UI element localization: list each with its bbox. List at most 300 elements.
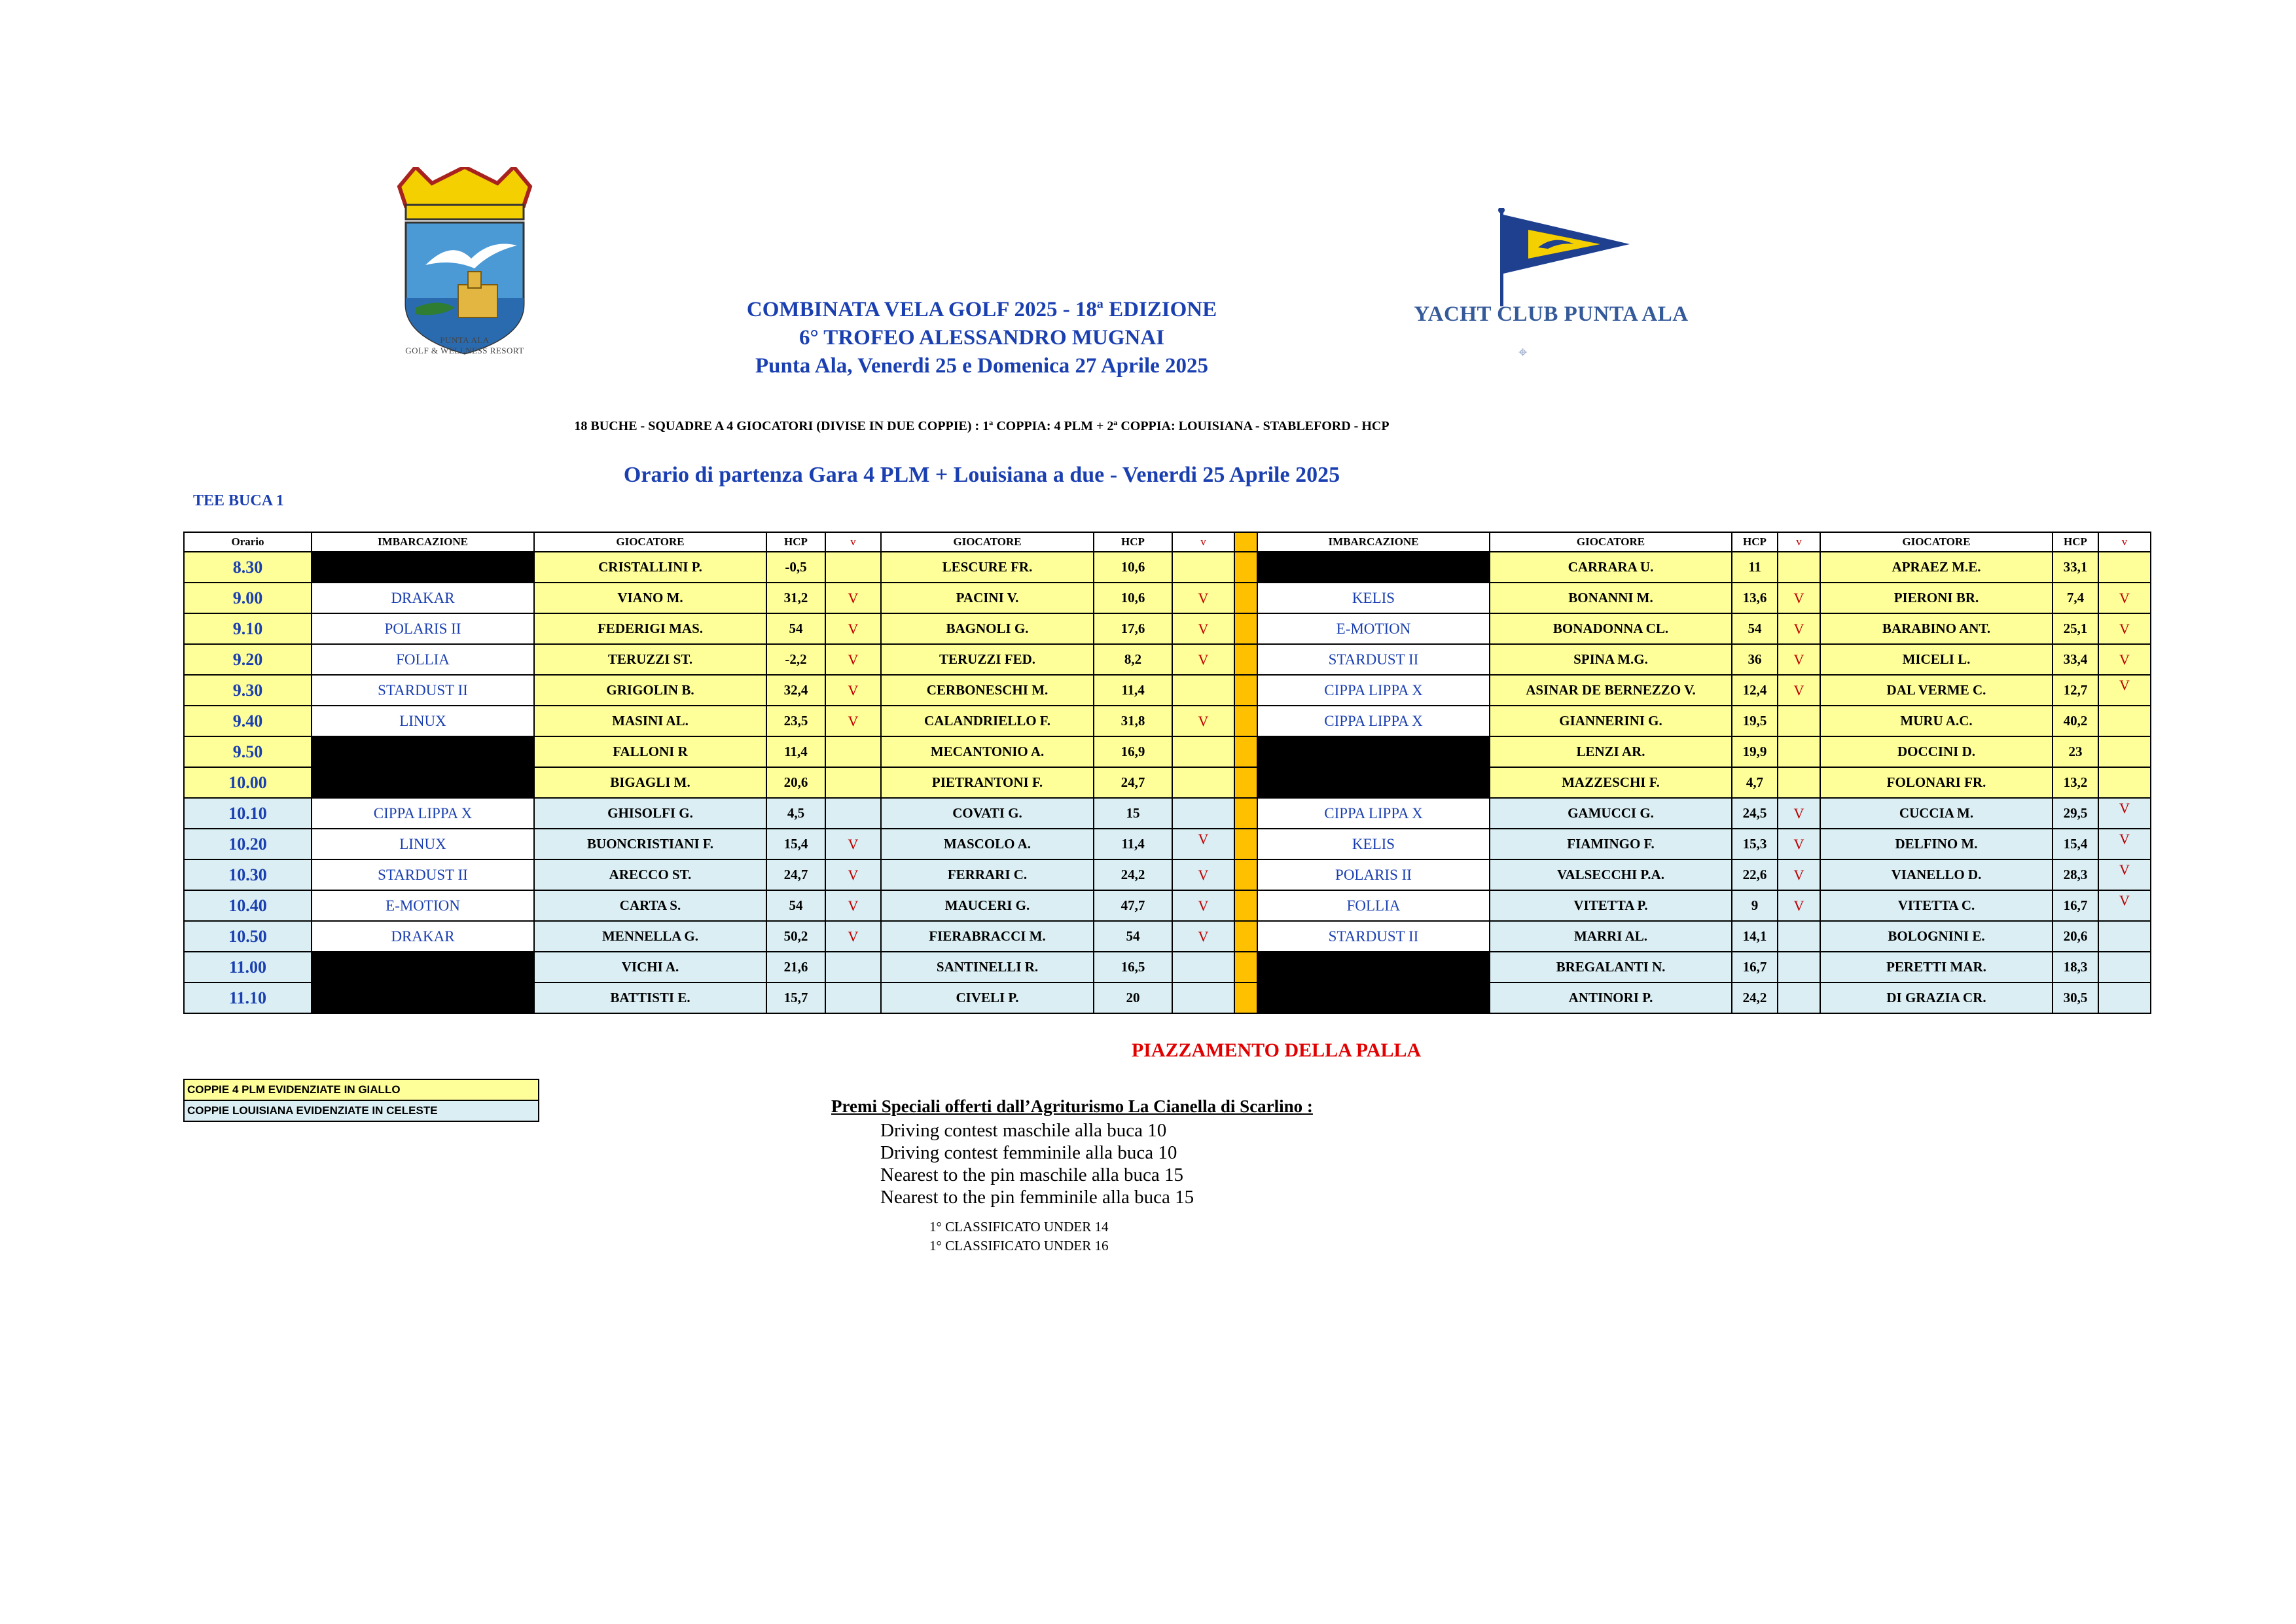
- separator: [1234, 859, 1257, 890]
- player-name: MAZZESCHI F.: [1490, 767, 1732, 798]
- separator: [1234, 767, 1257, 798]
- handicap: -0,5: [766, 552, 825, 583]
- player-name: VALSECCHI P.A.: [1490, 859, 1732, 890]
- v-mark: V: [1172, 644, 1234, 675]
- handicap: 20,6: [2053, 921, 2098, 952]
- v-mark: [2098, 736, 2151, 767]
- handicap: 32,4: [766, 675, 825, 706]
- separator: [1234, 829, 1257, 859]
- v-mark: [2098, 552, 2151, 583]
- handicap: 18,3: [2053, 952, 2098, 983]
- compass-rose-icon: ⌖: [1518, 344, 1528, 361]
- separator: [1234, 706, 1257, 736]
- table-row: [184, 767, 2151, 798]
- tee-time: 9.30: [184, 675, 312, 706]
- player-name: PERETTI MAR.: [1820, 952, 2053, 983]
- player-name: CUCCIA M.: [1820, 798, 2053, 829]
- handicap: 24,2: [1732, 983, 1778, 1013]
- handicap: 15,4: [766, 829, 825, 859]
- handicap: 30,5: [2053, 983, 2098, 1013]
- player-name: APRAEZ M.E.: [1820, 552, 2053, 583]
- v-mark: V: [2098, 829, 2151, 859]
- player-name: CIVELI P.: [881, 983, 1094, 1013]
- table-row: [184, 736, 2151, 767]
- boat-name: [312, 952, 534, 983]
- v-mark: [1172, 798, 1234, 829]
- v-mark: V: [1778, 613, 1820, 644]
- v-mark: [825, 767, 881, 798]
- special-prizes-list: [880, 1119, 1194, 1208]
- v-mark: V: [2098, 613, 2151, 644]
- v-mark: V: [2098, 798, 2151, 829]
- handicap: 10,6: [1094, 552, 1172, 583]
- player-name: FERRARI C.: [881, 859, 1094, 890]
- player-name: SPINA M.G.: [1490, 644, 1732, 675]
- under-prize-item: 1° CLASSIFICATO UNDER 14: [929, 1219, 1109, 1235]
- handicap: 12,7: [2053, 675, 2098, 706]
- handicap: 24,7: [766, 859, 825, 890]
- player-name: MARRI AL.: [1490, 921, 1732, 952]
- v-mark: [825, 952, 881, 983]
- player-name: BOLOGNINI E.: [1820, 921, 2053, 952]
- v-mark: V: [1778, 798, 1820, 829]
- player-name: FOLONARI FR.: [1820, 767, 2053, 798]
- logo-left-line1: PUNTA ALA: [440, 335, 490, 345]
- header-player: GIOCATORE: [534, 532, 766, 552]
- v-mark: [1172, 736, 1234, 767]
- handicap: 8,2: [1094, 644, 1172, 675]
- v-mark: V: [825, 829, 881, 859]
- yacht-club-flag-logo: [1489, 208, 1633, 306]
- handicap: 13,2: [2053, 767, 2098, 798]
- handicap: 25,1: [2053, 613, 2098, 644]
- special-prizes-title: Premi Speciali offerti dall’Agriturismo La Cianella di Scarlino :: [831, 1096, 1313, 1116]
- player-name: ARECCO ST.: [534, 859, 766, 890]
- header-hcp: HCP: [1732, 532, 1778, 552]
- table-row: [184, 613, 2151, 644]
- player-name: FALLONI R: [534, 736, 766, 767]
- prize-item: Driving contest femminile alla buca 10: [880, 1142, 1177, 1163]
- tee-time: 8.30: [184, 552, 312, 583]
- header-hcp: HCP: [766, 532, 825, 552]
- v-mark: [1778, 983, 1820, 1013]
- handicap: 29,5: [2053, 798, 2098, 829]
- header-hcp: HCP: [1094, 532, 1172, 552]
- boat-name: KELIS: [1257, 829, 1490, 859]
- table-header-row: [184, 532, 2151, 552]
- player-name: DAL VERME C.: [1820, 675, 2053, 706]
- player-name: FEDERIGI MAS.: [534, 613, 766, 644]
- prize-item: Driving contest maschile alla buca 10: [880, 1120, 1167, 1141]
- v-mark: V: [1172, 829, 1234, 859]
- player-name: VITETTA C.: [1820, 890, 2053, 921]
- player-name: GRIGOLIN B.: [534, 675, 766, 706]
- handicap: 40,2: [2053, 706, 2098, 736]
- player-name: VICHI A.: [534, 952, 766, 983]
- handicap: 16,7: [2053, 890, 2098, 921]
- v-mark: V: [825, 921, 881, 952]
- handicap: 20,6: [766, 767, 825, 798]
- boat-name: POLARIS II: [1257, 859, 1490, 890]
- tee-time: 10.20: [184, 829, 312, 859]
- handicap: 47,7: [1094, 890, 1172, 921]
- tee-label: TEE BUCA 1: [193, 492, 284, 509]
- v-mark: [1778, 921, 1820, 952]
- tee-times-table: [183, 532, 2151, 1014]
- ball-placement-note: PIAZZAMENTO DELLA PALLA: [1131, 1039, 1422, 1061]
- v-mark: V: [2098, 583, 2151, 613]
- player-name: VIANELLO D.: [1820, 859, 2053, 890]
- boat-name: FOLLIA: [1257, 890, 1490, 921]
- v-mark: V: [1172, 921, 1234, 952]
- handicap: 11,4: [1094, 829, 1172, 859]
- tee-time: 9.00: [184, 583, 312, 613]
- handicap: 17,6: [1094, 613, 1172, 644]
- handicap: 19,5: [1732, 706, 1778, 736]
- separator: [1234, 675, 1257, 706]
- handicap: -2,2: [766, 644, 825, 675]
- header-hcp: HCP: [2053, 532, 2098, 552]
- handicap: 54: [766, 613, 825, 644]
- v-mark: V: [1778, 644, 1820, 675]
- header-boat: IMBARCAZIONE: [312, 532, 534, 552]
- player-name: LENZI AR.: [1490, 736, 1732, 767]
- handicap: 11: [1732, 552, 1778, 583]
- handicap: 23,5: [766, 706, 825, 736]
- player-name: CALANDRIELLO F.: [881, 706, 1094, 736]
- player-name: MASINI AL.: [534, 706, 766, 736]
- player-name: MENNELLA G.: [534, 921, 766, 952]
- boat-name: LINUX: [312, 706, 534, 736]
- color-legend: [183, 1079, 539, 1122]
- v-mark: [2098, 952, 2151, 983]
- separator: [1234, 921, 1257, 952]
- boat-name: STARDUST II: [1257, 921, 1490, 952]
- prize-item: Nearest to the pin maschile alla buca 15: [880, 1164, 1184, 1185]
- tee-time: 9.40: [184, 706, 312, 736]
- boat-name: DRAKAR: [312, 921, 534, 952]
- player-name: LESCURE FR.: [881, 552, 1094, 583]
- boat-name: STARDUST II: [1257, 644, 1490, 675]
- player-name: BARABINO ANT.: [1820, 613, 2053, 644]
- handicap: 4,7: [1732, 767, 1778, 798]
- handicap: 24,5: [1732, 798, 1778, 829]
- player-name: BONANNI M.: [1490, 583, 1732, 613]
- player-name: TERUZZI ST.: [534, 644, 766, 675]
- v-mark: V: [1172, 613, 1234, 644]
- v-mark: [1172, 552, 1234, 583]
- handicap: 12,4: [1732, 675, 1778, 706]
- header-v: v: [1172, 532, 1234, 552]
- handicap: 14,1: [1732, 921, 1778, 952]
- header-player: GIOCATORE: [881, 532, 1094, 552]
- player-name: DI GRAZIA CR.: [1820, 983, 2053, 1013]
- separator: [1234, 798, 1257, 829]
- table-row: [184, 644, 2151, 675]
- tee-time: 9.50: [184, 736, 312, 767]
- player-name: VIANO M.: [534, 583, 766, 613]
- handicap: 23: [2053, 736, 2098, 767]
- separator: [1234, 613, 1257, 644]
- player-name: MASCOLO A.: [881, 829, 1094, 859]
- header-title-dates: Punta Ala, Venerdi 25 e Domenica 27 Aprile 2025: [755, 354, 1209, 378]
- v-mark: V: [1778, 829, 1820, 859]
- player-name: COVATI G.: [881, 798, 1094, 829]
- player-name: GAMUCCI G.: [1490, 798, 1732, 829]
- header-v: v: [2098, 532, 2151, 552]
- table-row: [184, 706, 2151, 736]
- v-mark: [1172, 952, 1234, 983]
- v-mark: V: [2098, 890, 2151, 921]
- player-name: CARRARA U.: [1490, 552, 1732, 583]
- player-name: ANTINORI P.: [1490, 983, 1732, 1013]
- player-name: GIANNERINI G.: [1490, 706, 1732, 736]
- boat-name: [1257, 736, 1490, 767]
- handicap: 24,2: [1094, 859, 1172, 890]
- player-name: PIERONI BR.: [1820, 583, 2053, 613]
- v-mark: [1172, 675, 1234, 706]
- player-name: FIERABRACCI M.: [881, 921, 1094, 952]
- player-name: MAUCERI G.: [881, 890, 1094, 921]
- v-mark: [1778, 952, 1820, 983]
- table-row: [184, 829, 2151, 859]
- handicap: 16,9: [1094, 736, 1172, 767]
- v-mark: V: [1172, 583, 1234, 613]
- handicap: 31,2: [766, 583, 825, 613]
- table-row: [184, 552, 2151, 583]
- boat-name: FOLLIA: [312, 644, 534, 675]
- table-row: [184, 798, 2151, 829]
- v-mark: [2098, 706, 2151, 736]
- v-mark: V: [825, 613, 881, 644]
- player-name: BIGAGLI M.: [534, 767, 766, 798]
- handicap: 7,4: [2053, 583, 2098, 613]
- boat-name: [312, 767, 534, 798]
- header-player: GIOCATORE: [1820, 532, 2053, 552]
- legend-yellow: COPPIE 4 PLM EVIDENZIATE IN GIALLO: [185, 1080, 538, 1101]
- boat-name: STARDUST II: [312, 675, 534, 706]
- boat-name: CIPPA LIPPA X: [312, 798, 534, 829]
- player-name: BAGNOLI G.: [881, 613, 1094, 644]
- player-name: SANTINELLI R.: [881, 952, 1094, 983]
- tee-time: 10.30: [184, 859, 312, 890]
- under-prize-item: 1° CLASSIFICATO UNDER 16: [929, 1238, 1109, 1254]
- v-mark: V: [1172, 890, 1234, 921]
- handicap: 11,4: [1094, 675, 1172, 706]
- boat-name: POLARIS II: [312, 613, 534, 644]
- v-mark: [1172, 983, 1234, 1013]
- v-mark: [2098, 767, 2151, 798]
- handicap: 33,4: [2053, 644, 2098, 675]
- tee-time: 11.10: [184, 983, 312, 1013]
- table-row: [184, 952, 2151, 983]
- handicap: 54: [766, 890, 825, 921]
- v-mark: V: [825, 706, 881, 736]
- tee-times-table-body: [184, 532, 2151, 1013]
- handicap: 15,7: [766, 983, 825, 1013]
- separator: [1234, 983, 1257, 1013]
- header-v: v: [825, 532, 881, 552]
- handicap: 20: [1094, 983, 1172, 1013]
- v-mark: [1778, 736, 1820, 767]
- boat-name: [1257, 983, 1490, 1013]
- punta-ala-golf-logo-text: [373, 335, 556, 356]
- tee-time: 10.50: [184, 921, 312, 952]
- v-mark: [1778, 552, 1820, 583]
- v-mark: V: [825, 583, 881, 613]
- boat-name: [1257, 767, 1490, 798]
- player-name: GHISOLFI G.: [534, 798, 766, 829]
- boat-name: [1257, 952, 1490, 983]
- tee-times-table-wrapper: [183, 532, 2151, 1014]
- player-name: CRISTALLINI P.: [534, 552, 766, 583]
- player-name: BUONCRISTIANI F.: [534, 829, 766, 859]
- v-mark: [2098, 921, 2151, 952]
- boat-name: E-MOTION: [1257, 613, 1490, 644]
- v-mark: [825, 552, 881, 583]
- punta-ala-golf-crest-logo: [386, 167, 543, 363]
- boat-name: STARDUST II: [312, 859, 534, 890]
- handicap: 15,4: [2053, 829, 2098, 859]
- separator: [1234, 583, 1257, 613]
- v-mark: [825, 736, 881, 767]
- handicap: 36: [1732, 644, 1778, 675]
- table-row: [184, 859, 2151, 890]
- player-name: VITETTA P.: [1490, 890, 1732, 921]
- handicap: 15,3: [1732, 829, 1778, 859]
- handicap: 4,5: [766, 798, 825, 829]
- tee-time: 10.10: [184, 798, 312, 829]
- format-description: 18 BUCHE - SQUADRE A 4 GIOCATORI (DIVISE IN DUE COPPIE) : 1ª COPPIA: 4 PLM + 2ª COPPIA: LOUISIANA - STABLEFORD - HCP: [574, 419, 1390, 433]
- v-mark: V: [1172, 859, 1234, 890]
- tee-time: 10.40: [184, 890, 312, 921]
- boat-name: [312, 983, 534, 1013]
- v-mark: V: [825, 644, 881, 675]
- v-mark: [825, 798, 881, 829]
- boat-name: CIPPA LIPPA X: [1257, 706, 1490, 736]
- table-row: [184, 921, 2151, 952]
- v-mark: V: [2098, 644, 2151, 675]
- handicap: 24,7: [1094, 767, 1172, 798]
- handicap: 9: [1732, 890, 1778, 921]
- player-name: CERBONESCHI M.: [881, 675, 1094, 706]
- v-mark: V: [1778, 890, 1820, 921]
- player-name: MURU A.C.: [1820, 706, 2053, 736]
- v-mark: V: [1172, 706, 1234, 736]
- v-mark: V: [825, 890, 881, 921]
- handicap: 19,9: [1732, 736, 1778, 767]
- legend-cyan: COPPIE LOUISIANA EVIDENZIATE IN CELESTE: [185, 1101, 538, 1121]
- boat-name: CIPPA LIPPA X: [1257, 675, 1490, 706]
- header-title-edition: COMBINATA VELA GOLF 2025 - 18ª EDIZIONE: [746, 298, 1217, 321]
- boat-name: CIPPA LIPPA X: [1257, 798, 1490, 829]
- v-mark: V: [2098, 675, 2151, 706]
- header-separator: [1234, 532, 1257, 552]
- tee-time: 10.00: [184, 767, 312, 798]
- header-v: v: [1778, 532, 1820, 552]
- handicap: 54: [1732, 613, 1778, 644]
- tee-time: 9.20: [184, 644, 312, 675]
- separator: [1234, 736, 1257, 767]
- v-mark: [1172, 767, 1234, 798]
- boat-name: DRAKAR: [312, 583, 534, 613]
- table-row: [184, 583, 2151, 613]
- player-name: BREGALANTI N.: [1490, 952, 1732, 983]
- handicap: 33,1: [2053, 552, 2098, 583]
- prize-item: Nearest to the pin femminile alla buca 15: [880, 1187, 1194, 1208]
- player-name: FIAMINGO F.: [1490, 829, 1732, 859]
- handicap: 50,2: [766, 921, 825, 952]
- v-mark: [2098, 983, 2151, 1013]
- v-mark: V: [2098, 859, 2151, 890]
- table-row: [184, 675, 2151, 706]
- handicap: 31,8: [1094, 706, 1172, 736]
- separator: [1234, 644, 1257, 675]
- boat-name: LINUX: [312, 829, 534, 859]
- player-name: PIETRANTONI F.: [881, 767, 1094, 798]
- header-player: GIOCATORE: [1490, 532, 1732, 552]
- separator: [1234, 952, 1257, 983]
- table-row: [184, 983, 2151, 1013]
- v-mark: [825, 983, 881, 1013]
- player-name: MECANTONIO A.: [881, 736, 1094, 767]
- handicap: 13,6: [1732, 583, 1778, 613]
- boat-name: [312, 552, 534, 583]
- schedule-title: Orario di partenza Gara 4 PLM + Louisiana a due - Venerdi 25 Aprile 2025: [623, 463, 1340, 487]
- player-name: DOCCINI D.: [1820, 736, 2053, 767]
- v-mark: [1778, 706, 1820, 736]
- logo-left-line2: GOLF & WELLNESS RESORT: [405, 346, 524, 355]
- handicap: 10,6: [1094, 583, 1172, 613]
- boat-name: KELIS: [1257, 583, 1490, 613]
- boat-name: [1257, 552, 1490, 583]
- separator: [1234, 552, 1257, 583]
- player-name: MICELI L.: [1820, 644, 2053, 675]
- v-mark: V: [1778, 859, 1820, 890]
- boat-name: [312, 736, 534, 767]
- handicap: 21,6: [766, 952, 825, 983]
- header-boat: IMBARCAZIONE: [1257, 532, 1490, 552]
- table-row: [184, 890, 2151, 921]
- player-name: PACINI V.: [881, 583, 1094, 613]
- v-mark: V: [1778, 675, 1820, 706]
- header-title-trophy: 6° TROFEO ALESSANDRO MUGNAI: [798, 326, 1165, 350]
- handicap: 15: [1094, 798, 1172, 829]
- v-mark: V: [1778, 583, 1820, 613]
- under-age-prizes-list: [929, 1218, 1108, 1255]
- yacht-club-logo-text: YACHT CLUB PUNTA ALA: [1414, 302, 1689, 326]
- player-name: ASINAR DE BERNEZZO V.: [1490, 675, 1732, 706]
- header-time: Orario: [184, 532, 312, 552]
- handicap: 22,6: [1732, 859, 1778, 890]
- player-name: BONADONNA CL.: [1490, 613, 1732, 644]
- handicap: 11,4: [766, 736, 825, 767]
- player-name: TERUZZI FED.: [881, 644, 1094, 675]
- handicap: 16,5: [1094, 952, 1172, 983]
- separator: [1234, 890, 1257, 921]
- handicap: 28,3: [2053, 859, 2098, 890]
- boat-name: E-MOTION: [312, 890, 534, 921]
- tee-time: 9.10: [184, 613, 312, 644]
- v-mark: [1778, 767, 1820, 798]
- handicap: 16,7: [1732, 952, 1778, 983]
- handicap: 54: [1094, 921, 1172, 952]
- player-name: CARTA S.: [534, 890, 766, 921]
- v-mark: V: [825, 859, 881, 890]
- tee-time: 11.00: [184, 952, 312, 983]
- player-name: DELFINO M.: [1820, 829, 2053, 859]
- v-mark: V: [825, 675, 881, 706]
